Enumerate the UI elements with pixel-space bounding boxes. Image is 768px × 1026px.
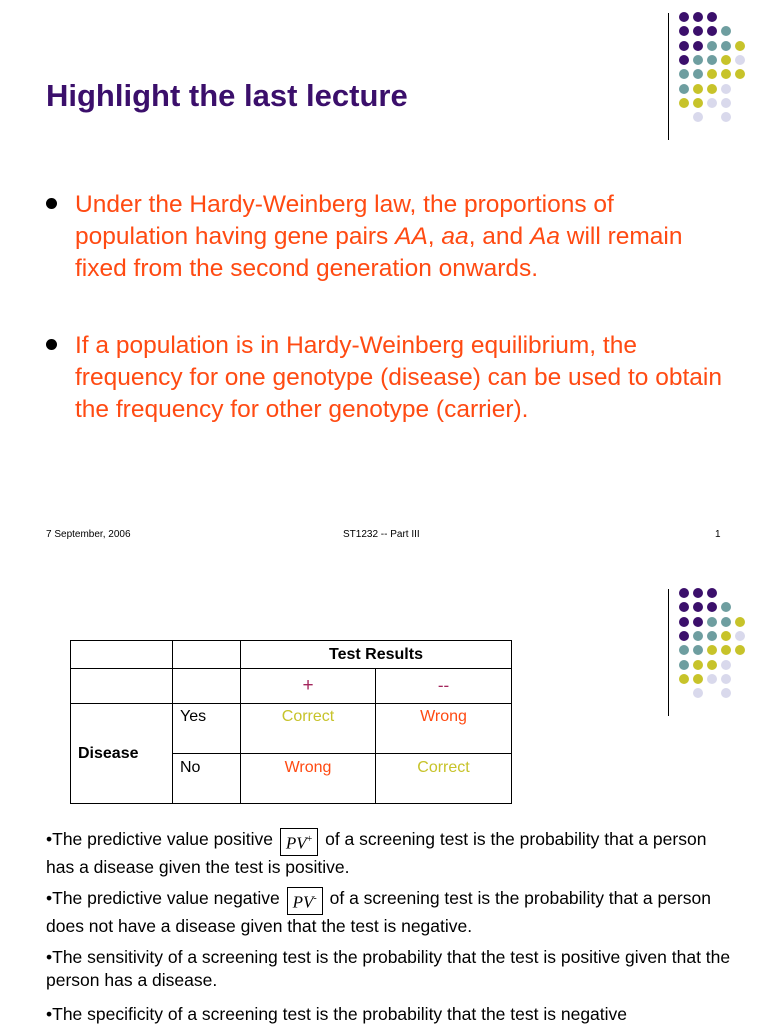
decorative-dot	[707, 41, 717, 51]
decorative-dot	[693, 41, 703, 51]
decorative-dot	[721, 674, 731, 684]
decorative-dot	[679, 660, 689, 670]
decorative-dot	[707, 645, 717, 655]
definition-sensitivity: •The sensitivity of a screening test is the probability that the test is positive given that the person has a disease.	[46, 947, 731, 990]
disease-yes-label: Yes	[173, 704, 241, 754]
decorative-dot	[693, 674, 703, 684]
decorative-dot	[721, 98, 731, 108]
decorative-dot	[707, 588, 717, 598]
decorative-dot	[707, 674, 717, 684]
decorative-dot	[721, 112, 731, 122]
disease-row-label: Disease	[71, 704, 173, 804]
decorative-dot	[679, 588, 689, 598]
decorative-dot	[693, 660, 703, 670]
bullet-1-text: Under the Hardy-Weinberg law, the proportions of population having gene pairs AA, aa, and Aa will remain fixed from the second generation onwards.	[75, 191, 683, 282]
decorative-dot	[707, 84, 717, 94]
decorative-dot	[735, 645, 745, 655]
test-negative-header: --	[376, 669, 512, 704]
decorative-dot	[721, 55, 731, 65]
decorative-dot	[735, 631, 745, 641]
yes-negative-cell: Wrong	[376, 704, 512, 754]
decorative-dot	[721, 617, 731, 627]
decorative-dot	[693, 617, 703, 627]
table-cell-empty	[71, 669, 173, 704]
decorative-dot	[721, 688, 731, 698]
decorative-dot	[693, 12, 703, 22]
bullet-icon	[46, 339, 57, 350]
decorative-dot	[707, 602, 717, 612]
decorative-dot	[679, 645, 689, 655]
slide-title: Highlight the last lecture	[46, 78, 408, 113]
no-positive-cell: Wrong	[241, 754, 376, 804]
footer-course: ST1232 -- Part III	[343, 529, 420, 540]
decorative-dot	[707, 660, 717, 670]
no-negative-cell: Correct	[376, 754, 512, 804]
decorative-dot	[693, 688, 703, 698]
definition-ppv: •The predictive value positive PV+ of a screening test is the probability that a person has a disease given the test is positive.	[46, 829, 707, 877]
ppv-symbol: PV+	[280, 828, 318, 856]
decorative-dot	[693, 645, 703, 655]
decorative-dot	[707, 55, 717, 65]
decorative-dot	[721, 660, 731, 670]
decorative-dot	[721, 645, 731, 655]
decorative-dot	[707, 12, 717, 22]
footer-page-number: 1	[715, 529, 721, 540]
decorative-dot	[679, 631, 689, 641]
decorative-dot	[679, 69, 689, 79]
decorative-dot	[679, 98, 689, 108]
decorative-dot	[693, 55, 703, 65]
table-cell-empty	[173, 641, 241, 669]
decorative-dot	[735, 55, 745, 65]
divider-line-top	[668, 13, 669, 140]
yes-positive-cell: Correct	[241, 704, 376, 754]
decorative-dot	[693, 112, 703, 122]
bullet-icon	[46, 198, 57, 209]
decorative-dot	[735, 69, 745, 79]
decorative-dot	[721, 69, 731, 79]
decorative-dot	[693, 588, 703, 598]
table-cell-empty	[173, 669, 241, 704]
decorative-dot	[735, 41, 745, 51]
disease-no-label: No	[173, 754, 241, 804]
footer-date: 7 September, 2006	[46, 529, 131, 540]
decorative-dot	[693, 98, 703, 108]
definition-specificity: •The specificity of a screening test is the probability that the test is negative	[46, 1004, 628, 1024]
decorative-dot	[721, 41, 731, 51]
decorative-dot	[707, 26, 717, 36]
test-results-table	[70, 640, 512, 804]
decorative-dot	[679, 84, 689, 94]
definition-npv: •The predictive value negative PV- of a screening test is the probability that a person does not have a disease given that the test is negative.	[46, 888, 711, 936]
decorative-dot	[707, 98, 717, 108]
decorative-dot	[679, 602, 689, 612]
decorative-dot	[693, 631, 703, 641]
decorative-dot	[679, 674, 689, 684]
decorative-dot	[679, 41, 689, 51]
decorative-dot	[693, 26, 703, 36]
decorative-dot	[721, 84, 731, 94]
decorative-dot	[693, 602, 703, 612]
test-positive-header: +	[241, 669, 376, 704]
decorative-dot	[707, 631, 717, 641]
decorative-dot	[679, 12, 689, 22]
decorative-dot	[721, 631, 731, 641]
table-cell-empty	[71, 641, 173, 669]
decorative-dot	[679, 55, 689, 65]
decorative-dot	[707, 69, 717, 79]
decorative-dot	[721, 26, 731, 36]
decorative-dot	[693, 84, 703, 94]
bullet-1	[46, 189, 726, 289]
decorative-dot	[721, 602, 731, 612]
decorative-dot	[707, 617, 717, 627]
decorative-dot	[693, 69, 703, 79]
test-results-header: Test Results	[241, 641, 512, 669]
decorative-dot	[679, 26, 689, 36]
bullet-2-text: If a population is in Hardy-Weinberg equilibrium, the frequency for one genotype (disease) can be used to obtain the frequency for other genotype (carrier).	[75, 332, 722, 423]
bullet-2	[46, 330, 726, 430]
divider-line-bottom	[668, 589, 669, 716]
decorative-dot	[735, 617, 745, 627]
decorative-dot	[679, 617, 689, 627]
npv-symbol: PV-	[287, 887, 323, 915]
